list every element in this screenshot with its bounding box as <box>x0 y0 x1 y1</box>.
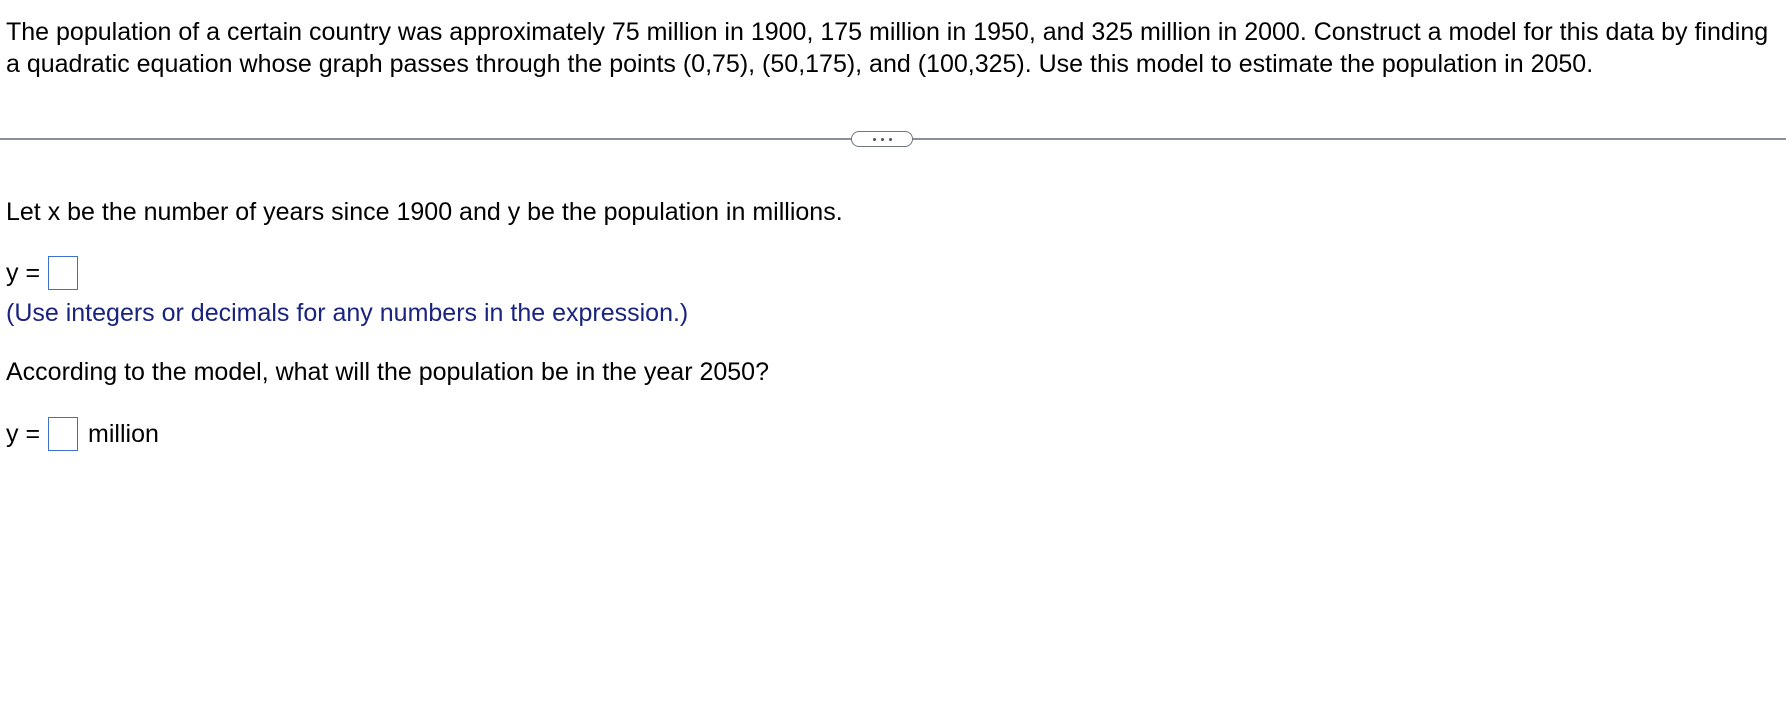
ellipsis-icon <box>889 138 892 141</box>
expand-button[interactable] <box>851 131 913 147</box>
equation-answer-row <box>6 256 78 290</box>
ellipsis-icon <box>881 138 884 141</box>
problem-statement: The population of a certain country was approximately 75 million in 1900, 175 million in 1950, and 325 million in 2000. Construct a model for this data by finding a quadratic equation whose graph passes through the points (0,75), (50,175), and (100,325). Use this model to estimate the population in 2050. <box>6 18 1769 78</box>
population-input[interactable] <box>48 417 78 451</box>
population-answer-row <box>6 417 159 451</box>
ellipsis-icon <box>873 138 876 141</box>
format-hint: (Use integers or decimals for any numbers in the expression.) <box>6 299 689 327</box>
equation-input[interactable] <box>48 256 78 290</box>
variable-definition: Let x be the number of years since 1900 and y be the population in millions. <box>6 198 843 226</box>
equation-label: y = <box>6 258 41 287</box>
population-question: According to the model, what will the population be in the year 2050? <box>6 358 769 386</box>
unit-label: million <box>88 419 159 448</box>
population-label: y = <box>6 419 41 448</box>
